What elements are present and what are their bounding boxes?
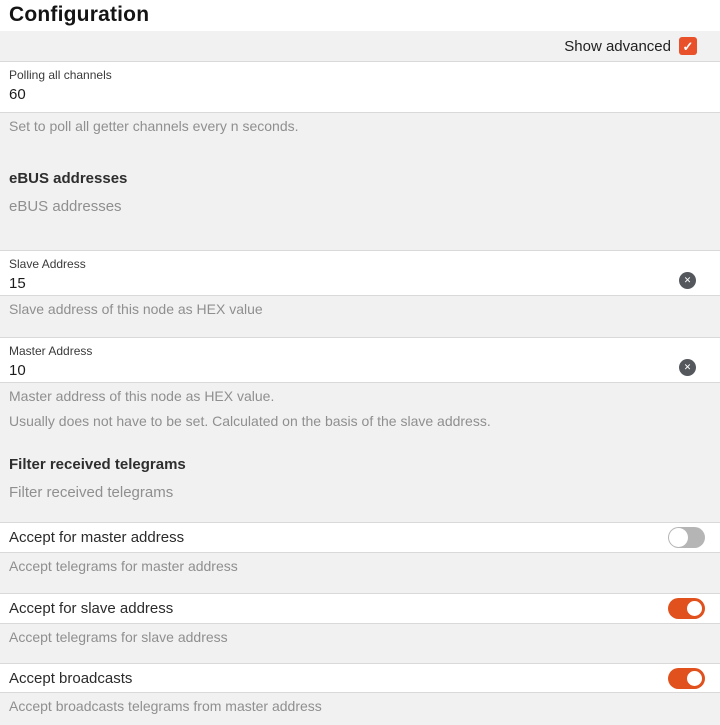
toggle-knob xyxy=(687,671,702,686)
master-address-input[interactable] xyxy=(9,362,629,379)
accept-master-toggle[interactable] xyxy=(668,527,705,548)
accept-broadcasts-label: Accept broadcasts xyxy=(9,669,133,687)
polling-field-label: Polling all channels xyxy=(9,68,112,82)
master-address-label: Master Address xyxy=(9,344,93,358)
filter-section-subheading: Filter received telegrams xyxy=(9,484,174,501)
polling-help-text: Set to poll all getter channels every n seconds. xyxy=(9,118,299,134)
filter-section-band xyxy=(0,383,720,522)
slave-clear-button[interactable] xyxy=(679,272,696,289)
show-advanced-checkbox[interactable] xyxy=(679,37,697,55)
toggle-knob xyxy=(687,601,702,616)
clear-x-icon: ✕ xyxy=(683,275,692,285)
accept-master-help-band xyxy=(0,553,720,593)
page-header xyxy=(0,0,720,31)
accept-broadcasts-toggle[interactable] xyxy=(668,668,705,689)
ebus-section-heading: eBUS addresses xyxy=(9,170,128,187)
slave-help-text: Slave address of this node as HEX value xyxy=(9,301,263,317)
slave-address-field-row xyxy=(0,250,720,296)
show-advanced-label: Show advanced xyxy=(564,37,671,55)
accept-broadcasts-help-text: Accept broadcasts telegrams from master address xyxy=(9,698,322,714)
polling-field-row xyxy=(0,61,720,113)
slave-help-band xyxy=(0,296,720,337)
master-help-line1: Master address of this node as HEX value. xyxy=(9,388,275,404)
accept-master-label: Accept for master address xyxy=(9,529,185,546)
polling-input[interactable] xyxy=(9,86,629,103)
master-clear-button[interactable] xyxy=(679,359,696,376)
master-help-line2: Usually does not have to be set. Calculated on the basis of the slave address. xyxy=(9,413,491,429)
accept-master-toggle-row xyxy=(0,522,720,553)
slave-address-input[interactable] xyxy=(9,275,629,292)
ebus-section-band xyxy=(0,113,720,250)
accept-broadcasts-help-band xyxy=(0,693,720,725)
ebus-section-subheading: eBUS addresses xyxy=(9,198,122,215)
accept-slave-label: Accept for slave address xyxy=(9,600,174,617)
accept-slave-help-text: Accept telegrams for slave address xyxy=(9,629,228,645)
accept-master-help-text: Accept telegrams for master address xyxy=(9,558,238,574)
checkmark-icon: ✓ xyxy=(682,38,694,54)
master-address-field-row xyxy=(0,337,720,383)
slave-address-label: Slave Address xyxy=(9,257,86,271)
accept-broadcasts-toggle-row xyxy=(0,663,720,693)
toggle-knob xyxy=(669,528,688,547)
clear-x-icon: ✕ xyxy=(683,362,692,372)
accept-slave-toggle-row xyxy=(0,593,720,624)
accept-slave-help-band xyxy=(0,624,720,663)
show-advanced-row xyxy=(0,31,720,61)
accept-slave-toggle[interactable] xyxy=(668,598,705,619)
filter-section-heading: Filter received telegrams xyxy=(9,456,186,473)
page-title: Configuration xyxy=(9,3,150,26)
